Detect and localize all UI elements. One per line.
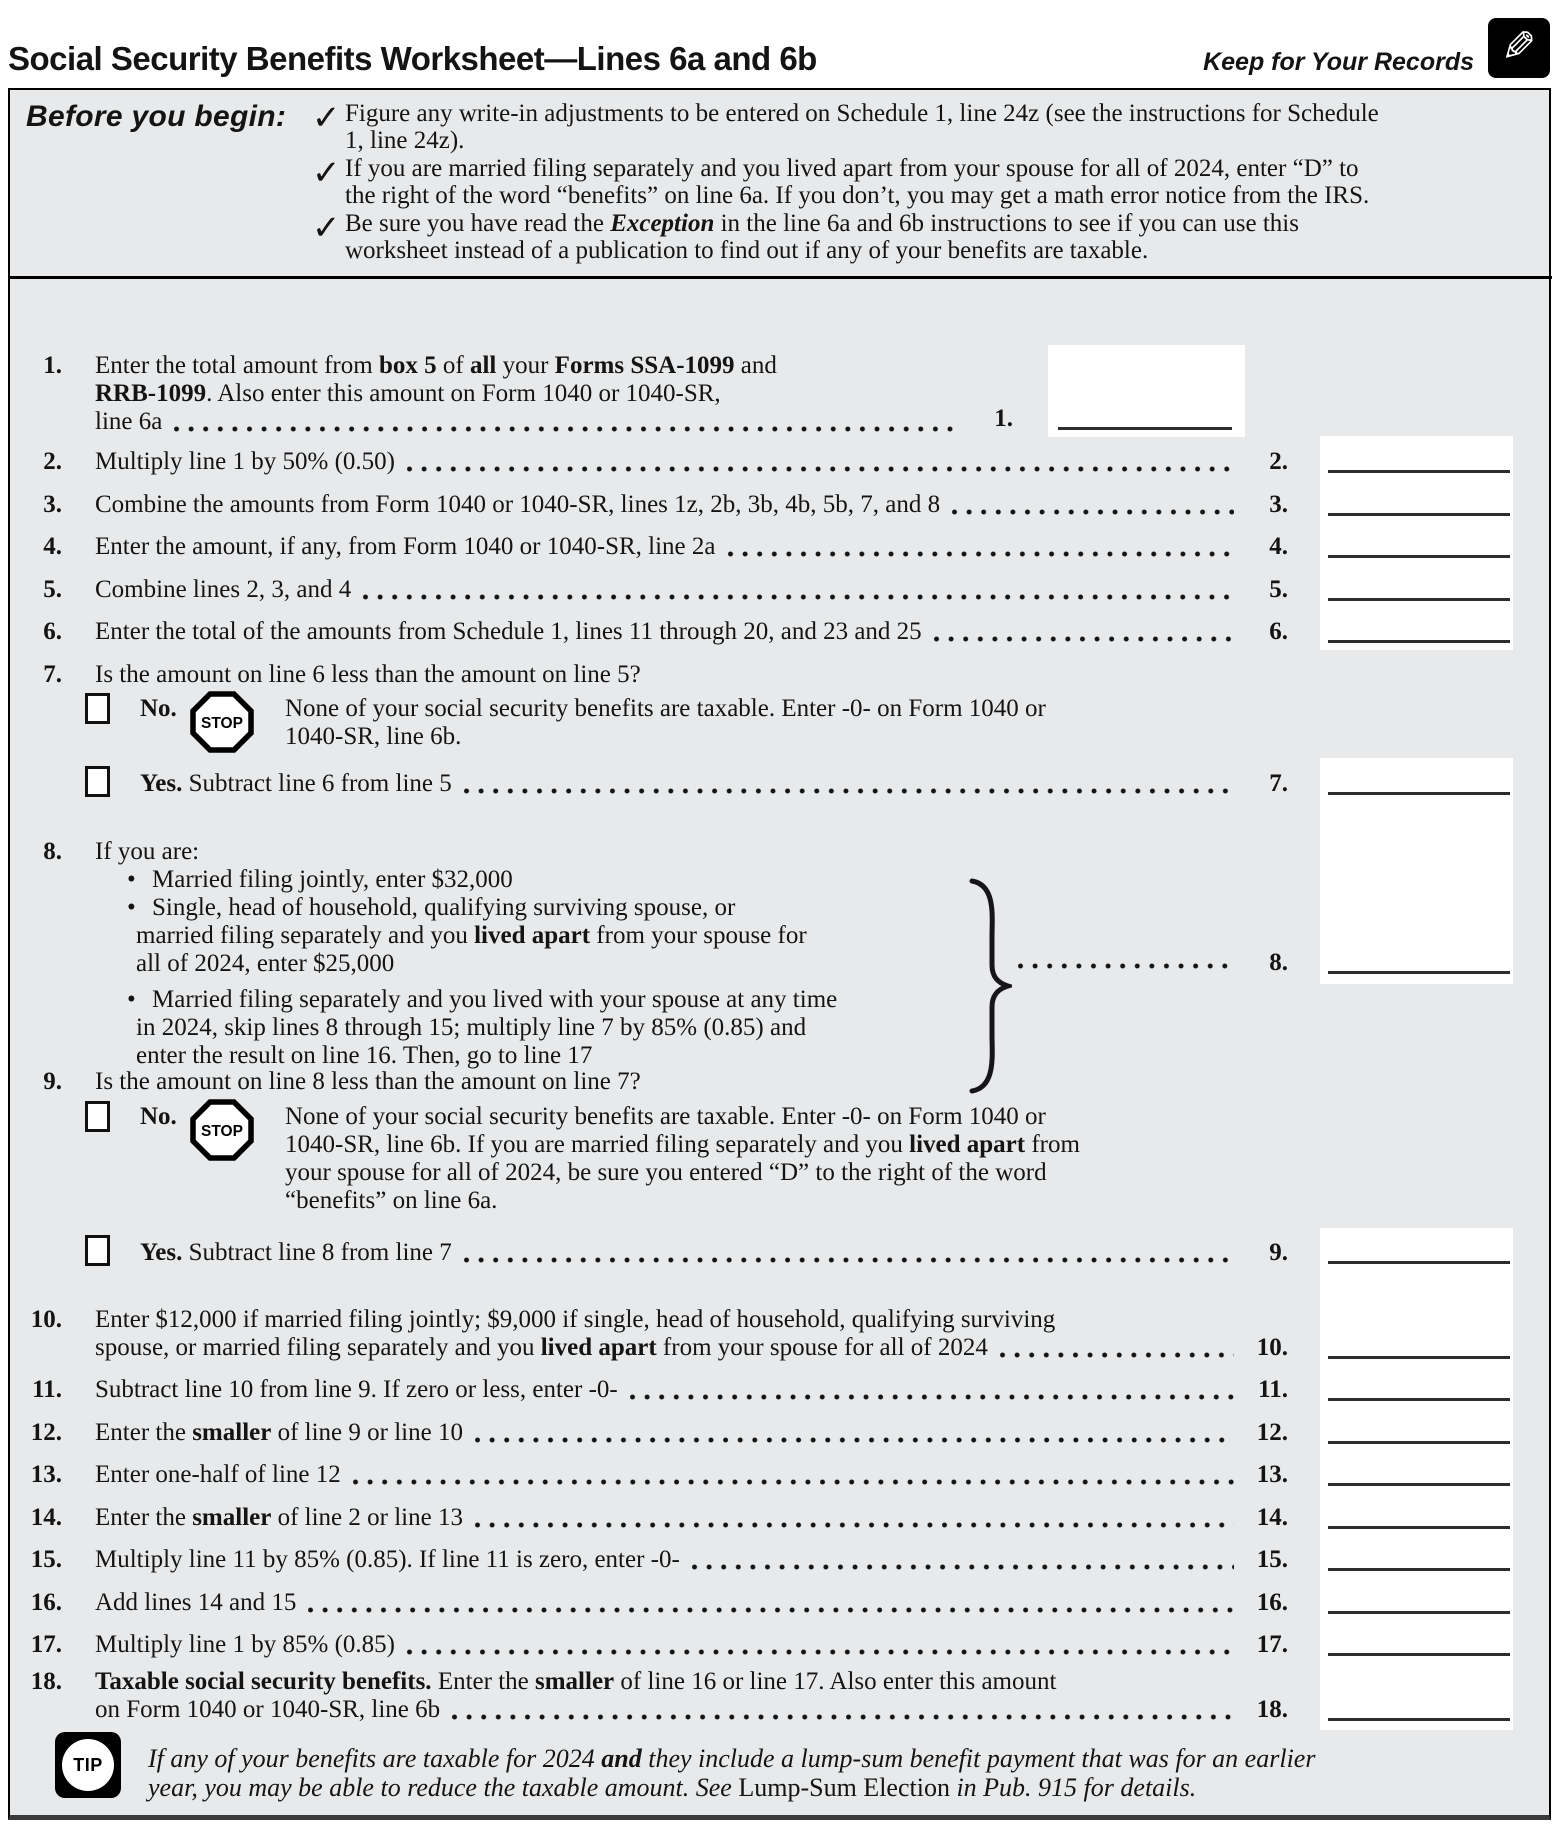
before-item: worksheet instead of a publication to find out if any of your benefits are taxable. [345,237,1149,264]
item7-no-text: None of your social security benefits are taxable. Enter -0- on Form 1040 or [285,695,1046,722]
no-checkbox-line7[interactable] [85,693,110,724]
answer-ref: 10. [1256,1334,1288,1361]
item10-text: spouse, or married filing separately and you lived apart from your spouse for all of 2024 [95,1334,1238,1362]
item14-text: Enter the smaller of line 2 or line 13 [95,1504,1238,1532]
item-number: 2. [43,448,62,475]
answer-line-11[interactable] [1328,1398,1510,1401]
stop-icon [190,691,254,753]
answer-line-7[interactable] [1328,792,1510,795]
answer-ref: 2. [1269,448,1288,475]
answer-ref: 1. [994,405,1013,432]
dot-leader [308,1607,1234,1613]
svg-text:STOP: STOP [201,1123,243,1140]
bullet-icon: • [127,894,136,921]
item9-no-text: 1040-SR, line 6b. If you are married filing separately and you lived apart from [285,1131,1080,1158]
item-number: 11. [32,1376,62,1403]
dot-leader [353,1479,1234,1485]
item9-no-text: None of your social security benefits are taxable. Enter -0- on Form 1040 or [285,1103,1046,1130]
answer-ref: 15. [1256,1546,1288,1573]
answer-ref: 3. [1269,491,1288,518]
item-number: 16. [30,1589,62,1616]
item-number: 7. [43,661,62,688]
answer-ref: 9. [1269,1239,1288,1266]
dot-leader [407,1649,1234,1655]
item7-question: Is the amount on line 6 less than the amount on line 5? [95,661,641,688]
item9-yes-text: Yes. Subtract line 8 from line 7 [140,1239,1238,1267]
item-number: 10. [30,1306,62,1333]
item-number: 13. [30,1461,62,1488]
answer-line-3[interactable] [1328,513,1510,516]
item18-text: Taxable social security benefits. Enter the smaller of line 16 or line 17. Also enter this amount [95,1668,1057,1695]
answer-ref: 17. [1256,1631,1288,1658]
dot-leader [952,509,1234,515]
answer-line-12[interactable] [1328,1441,1510,1444]
answer-line-1[interactable] [1058,427,1232,430]
tip-text: If any of your benefits are taxable for 2024 and they include a lump-sum benefit payment that was for an earlier [148,1744,1316,1773]
item9-no-text: “benefits” on line 6a. [285,1187,498,1214]
dot-leader [728,551,1235,557]
before-item: Be sure you have read the Exception in the line 6a and 6b instructions to see if you can use this [345,210,1299,237]
item8-bullet2: married filing separately and you lived apart from your spouse for [136,922,807,949]
dot-leader [1018,963,1234,969]
before-item: Figure any write-in adjustments to be entered on Schedule 1, line 24z (see the instructions for Schedule [345,100,1379,127]
dot-leader [174,426,953,432]
item15-text: Multiply line 11 by 85% (0.85). If line 11 is zero, enter -0- [95,1546,1238,1574]
tip-icon: TIP [55,1732,121,1798]
answer-ref: 18. [1256,1696,1288,1723]
check-icon: ✓ [312,100,341,137]
dot-leader [464,1257,1234,1263]
dot-leader [934,636,1234,642]
item7-no-text: 1040-SR, line 6b. [285,723,462,750]
no-label: No. [140,1103,177,1130]
brace-icon [968,877,1012,1095]
dot-leader [630,1394,1234,1400]
item9-question: Is the amount on line 8 less than the amount on line 7? [95,1068,641,1095]
check-icon: ✓ [312,155,341,192]
answer-line-17[interactable] [1328,1653,1510,1656]
dot-leader [692,1564,1234,1570]
answer-line-6[interactable] [1328,640,1510,643]
dot-leader [1000,1352,1234,1358]
no-label: No. [140,695,177,722]
no-checkbox-line9[interactable] [85,1101,110,1132]
item1-text: Enter the total amount from box 5 of all your Forms SSA-1099 and [95,352,777,379]
item-number: 15. [30,1546,62,1573]
page-title: Social Security Benefits Worksheet—Lines 6a and 6b [8,40,817,77]
svg-text:STOP: STOP [201,715,243,732]
item-number: 9. [43,1068,62,1095]
before-item: the right of the word “benefits” on line 6a. If you don’t, you may get a math error notice from the IRS. [345,182,1370,209]
answer-line-8[interactable] [1328,971,1510,974]
answer-ref: 5. [1269,576,1288,603]
check-icon: ✓ [312,210,341,247]
answer-ref: 6. [1269,618,1288,645]
item-number: 5. [43,576,62,603]
item16-text: Add lines 14 and 15 [95,1589,1238,1617]
item10-text: Enter $12,000 if married filing jointly; $9,000 if single, head of household, qualifying surviving [95,1306,1056,1333]
answer-ref: 16. [1256,1589,1288,1616]
before-you-begin-label: Before you begin: [26,100,287,133]
item9-no-text: your spouse for all of 2024, be sure you entered “D” to the right of the word [285,1159,1047,1186]
answer-ref: 14. [1256,1504,1288,1531]
before-item: 1, line 24z). [345,127,465,154]
item-number: 3. [43,491,62,518]
answer-ref: 12. [1256,1419,1288,1446]
item11-text: Subtract line 10 from line 9. If zero or less, enter -0- [95,1376,1238,1404]
answer-ref: 7. [1269,770,1288,797]
item5-text: Combine lines 2, 3, and 4 [95,576,1238,604]
item8-bullet1: Married filing jointly, enter $32,000 [152,866,513,893]
item7-yes-text: Yes. Subtract line 6 from line 5 [140,770,1238,798]
answer-box-line1[interactable] [1048,345,1245,437]
answer-ref: 4. [1269,533,1288,560]
answer-line-16[interactable] [1328,1611,1510,1614]
answer-line-5[interactable] [1328,598,1510,601]
stop-icon [190,1099,254,1161]
item8-bullet3: Married filing separately and you lived with your spouse at any time [152,986,838,1013]
item17-text: Multiply line 1 by 85% (0.85) [95,1631,1238,1659]
item-number: 1. [43,352,62,379]
item-number: 4. [43,533,62,560]
item8-bullet2: all of 2024, enter $25,000 [136,950,395,977]
answer-line-13[interactable] [1328,1483,1510,1486]
yes-checkbox-line7[interactable] [85,766,110,797]
dot-leader [407,466,1234,472]
answer-line-14[interactable] [1328,1526,1510,1529]
item12-text: Enter the smaller of line 9 or line 10 [95,1419,1238,1447]
item8-bullet3: enter the result on line 16. Then, go to line 17 [136,1042,593,1069]
dot-leader [363,594,1234,600]
item8-bullet2: Single, head of household, qualifying surviving spouse, or [152,894,736,921]
answer-ref: 11. [1258,1376,1288,1403]
bullet-icon: • [127,986,136,1013]
dot-leader [464,788,1234,794]
tip-text: year, you may be able to reduce the taxable amount. See Lump-Sum Election in Pub. 915 for details. [148,1773,1197,1802]
item13-text: Enter one-half of line 12 [95,1461,1238,1489]
answer-line-9[interactable] [1328,1261,1510,1264]
keep-for-records-label: Keep for Your Records [1203,48,1474,76]
item1-text: RRB-1099. Also enter this amount on Form 1040 or 1040-SR, [95,380,721,407]
item8-bullet3: in 2024, skip lines 8 through 15; multiply line 7 by 85% (0.85) and [136,1014,807,1041]
item4-text: Enter the amount, if any, from Form 1040 or 1040-SR, line 2a [95,533,1238,561]
answer-box-lines2-6[interactable] [1320,436,1513,650]
item6-text: Enter the total of the amounts from Schedule 1, lines 11 through 20, and 23 and 25 [95,618,1238,646]
item8-intro: If you are: [95,838,200,865]
yes-checkbox-line9[interactable] [85,1235,110,1266]
answer-line-4[interactable] [1328,555,1510,558]
before-item: If you are married filing separately and you lived apart from your spouse for all of 2024, enter “D” to [345,155,1359,182]
item2-text: Multiply line 1 by 50% (0.50) [95,448,1238,476]
item-number: 8. [43,838,62,865]
item-number: 18. [30,1668,62,1695]
answer-line-2[interactable] [1328,470,1510,473]
item-number: 12. [30,1419,62,1446]
item1-text: line 6a [95,408,957,436]
bullet-icon: • [127,866,136,893]
answer-line-10[interactable] [1328,1356,1510,1359]
answer-ref: 13. [1256,1461,1288,1488]
pencil-icon: ✎ [1488,18,1550,78]
item3-text: Combine the amounts from Form 1040 or 1040-SR, lines 1z, 2b, 3b, 4b, 5b, 7, and 8 [95,491,1238,519]
dot-leader [475,1437,1234,1443]
section-divider [8,276,1552,279]
item-number: 14. [30,1504,62,1531]
dot-leader [452,1714,1234,1720]
answer-line-15[interactable] [1328,1568,1510,1571]
item-number: 17. [30,1631,62,1658]
answer-ref: 8. [1269,949,1288,976]
item18-text: on Form 1040 or 1040-SR, line 6b [95,1696,1238,1724]
dot-leader [475,1522,1234,1528]
item-number: 6. [43,618,62,645]
answer-line-18[interactable] [1328,1718,1510,1721]
